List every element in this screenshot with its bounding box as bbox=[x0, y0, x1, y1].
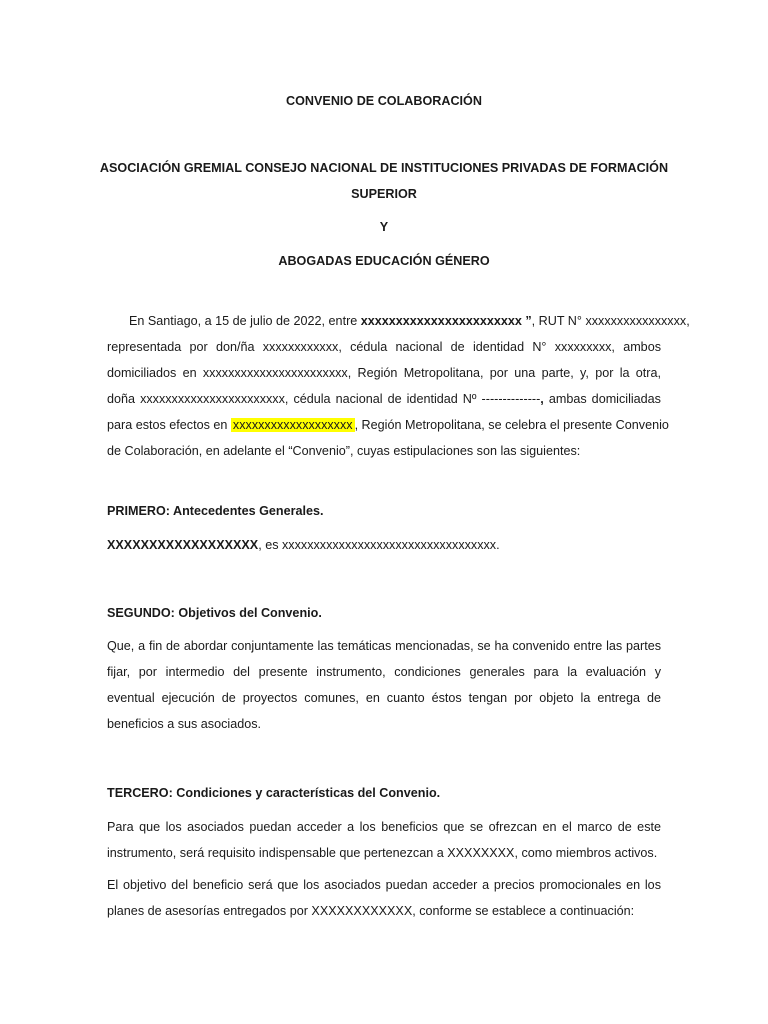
party-two: ABOGADAS EDUCACIÓN GÉNERO bbox=[278, 254, 490, 268]
section-tercero-paragraph-1: Para que los asociados puedan acceder a los beneficios que se ofrezcan en el marco de este instrumento, será requisito indispensable que pertenezcan a XXXXXXXX, como miembros activos. bbox=[107, 820, 661, 860]
section-primero-body: XXXXXXXXXXXXXXXXXX, es xxxxxxxxxxxxxxxxxxxxxxxxxxxxxxxxxx. bbox=[107, 538, 500, 552]
intro-line-2: representada por don/ña xxxxxxxxxxxx, cédula nacional de identidad N° xxxxxxxxx, ambos bbox=[107, 340, 661, 354]
highlighted-placeholder: xxxxxxxxxxxxxxxxxxx bbox=[232, 418, 353, 432]
intro-line-5: para estos efectos en xxxxxxxxxxxxxxxxxxx , Región Metropolitana, se celebra el presente Convenio bbox=[107, 418, 669, 432]
section-segundo-body: Que, a fin de abordar conjuntamente las temáticas mencionadas, se ha convenido entre las partes fijar, por intermedio del presente instrumento, condiciones generales para la evaluación y eventual ejecución de proyectos comunes, en cuanto éstos tengan por objeto la entrega de beneficios a sus asociados. bbox=[107, 639, 661, 731]
intro-paragraph bbox=[107, 308, 690, 464]
intro-line-4: doña xxxxxxxxxxxxxxxxxxxxxxx, cédula nacional de identidad Nº --------------, ambas domiciliadas bbox=[107, 392, 661, 406]
party-one-line-1: ASOCIACIÓN GREMIAL CONSEJO NACIONAL DE INSTITUCIONES PRIVADAS DE FORMACIÓN bbox=[99, 161, 669, 175]
section-segundo-heading: SEGUNDO: Objetivos del Convenio. bbox=[107, 606, 322, 620]
intro-line-6: de Colaboración, en adelante el “Convenio”, cuyas estipulaciones son las siguientes: bbox=[107, 444, 581, 458]
intro-line-1: En Santiago, a 15 de julio de 2022, entre xxxxxxxxxxxxxxxxxxxxxxx ”, RUT N° xxxxxxxxxxxxxxxx, bbox=[129, 314, 690, 328]
section-primero-heading: PRIMERO: Antecedentes Generales. bbox=[107, 504, 324, 518]
section-tercero-heading: TERCERO: Condiciones y características del Convenio. bbox=[107, 786, 441, 800]
document-title: CONVENIO DE COLABORACIÓN bbox=[286, 94, 482, 108]
section-tercero-paragraph-2: El objetivo del beneficio será que los asociados puedan acceder a precios promocionales en los planes de asesorías entregados por XXXXXXXXXXXX, conforme se establece a continuación: bbox=[107, 878, 661, 918]
intro-line-3: domiciliados en xxxxxxxxxxxxxxxxxxxxxxx, Región Metropolitana, por una parte, y, por la otra, bbox=[107, 366, 661, 380]
party-one-line-2: SUPERIOR bbox=[351, 187, 417, 201]
connector-y: Y bbox=[379, 220, 389, 234]
